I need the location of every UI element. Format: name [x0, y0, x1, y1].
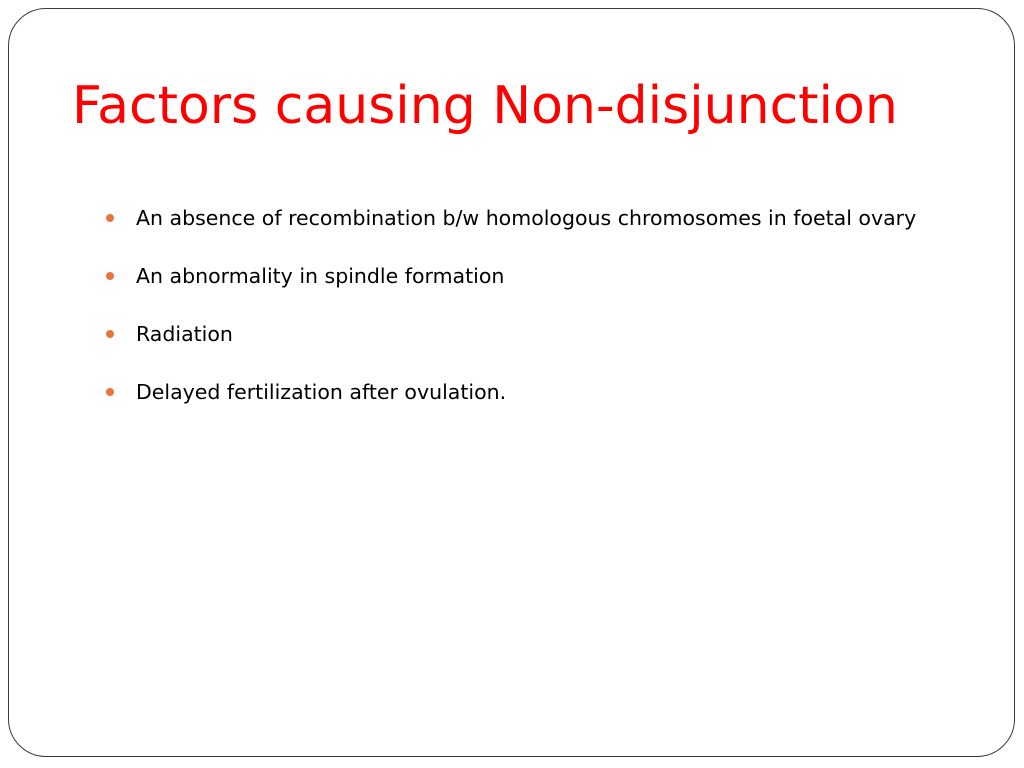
- bullet-dot-icon: [106, 388, 114, 396]
- bullet-text: Delayed fertilization after ovulation.: [136, 380, 507, 404]
- bullet-text: An abnormality in spindle formation: [136, 264, 505, 288]
- bullet-list: [106, 196, 966, 428]
- bullet-dot-icon: [106, 272, 114, 280]
- bullet-text: An absence of recombination b/w homologous chromosomes in foetal ovary: [136, 206, 917, 230]
- bullet-dot-icon: [106, 330, 114, 338]
- bullet-item: [106, 254, 966, 298]
- bullet-item: [106, 370, 966, 414]
- bullet-dot-icon: [106, 214, 114, 222]
- bullet-text: Radiation: [136, 322, 233, 346]
- bullet-item: [106, 312, 966, 356]
- bullet-item: [106, 196, 966, 240]
- slide-title: Factors causing Non-disjunction: [72, 76, 898, 136]
